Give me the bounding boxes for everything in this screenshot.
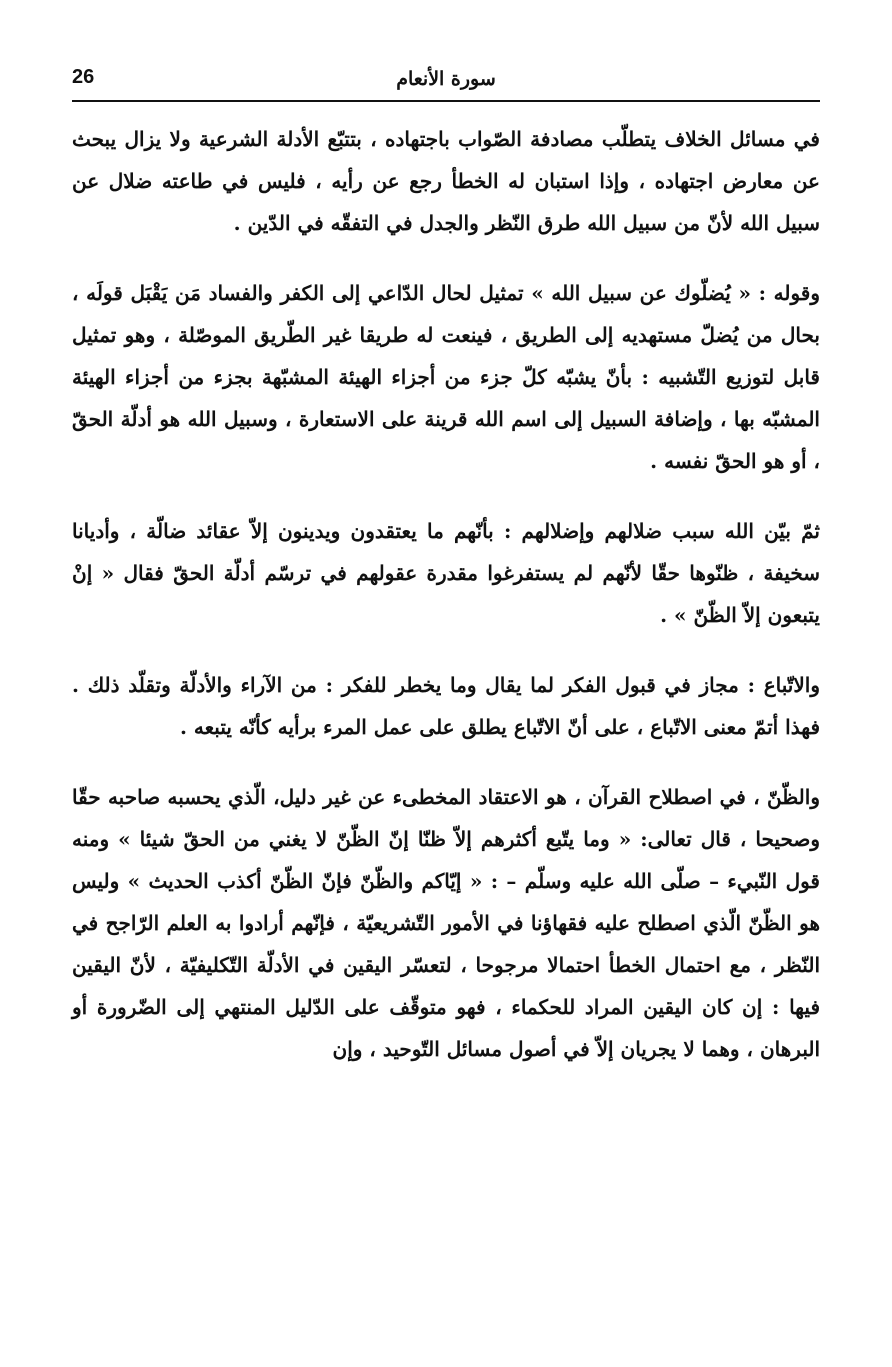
paragraph-4: والاتّباع : مجاز في قبول الفكر لما يقال وما يخطر للفكر : من الآراء والأدلّة وتقلّد ذلك . فهذا أتمّ معنى الاتّباع ، على أنّ الاتّباع يطلق على عمل المرء برأيه كأنّه يتبعه . <box>72 673 820 739</box>
paragraph-2: وقوله : « يُضلّوك عن سبيل الله » تمثيل لحال الدّاعي إلى الكفر والفساد مَن يَقْبَل قولَه ، بحال من يُضلّ مستهديه إلى الطريق ، فينعت له طريقا غير الطّريق الموصّلة ، وهو تمثيل قابل لتوزيع التّشبيه : بأنّ يشبّه كلّ جزء من أجزاء الهيئة المشبّهة بجزء من أجزاء الهيئة المشبّه بها ، وإضافة السبيل إلى اسم الله قرينة على الاستعارة ، وسبيل الله هو أدلّة الحقّ ، أو هو الحقّ نفسه . <box>72 281 820 473</box>
paragraph-3: ثمّ بيّن الله سبب ضلالهم وإضلالهم : بأنّهم ما يعتقدون ويدينون إلاّ عقائد ضالّة ، وأديانا سخيفة ، ظنّوها حقّا لأنّهم لم يستفرغوا مقدرة عقولهم في ترسّم أدلّة الحقّ فقال « إنْ يتبعون إلاّ الظّنّ » . <box>72 519 820 627</box>
body-text <box>72 118 820 1098</box>
paragraph-1: في مسائل الخلاف يتطلّب مصادفة الصّواب باجتهاده ، بتتبّع الأدلة الشرعية ولا يزال يبحث عن معارض اجتهاده ، وإذا استبان له الخطأ رجع عن رأيه ، فليس في طاعته ضلال عن سبيل الله لأنّ من سبيل الله طرق النّظر والجدل في التفقّه في الدّين . <box>72 127 820 235</box>
paragraph-5: والظّنّ ، في اصطلاح القرآن ، هو الاعتقاد المخطىء عن غير دليل، الّذي يحسبه صاحبه حقّا وصحيحا ، قال تعالى: « وما يتّبع أكثرهم إلاّ ظنّا إنّ الظّنّ لا يغني من الحقّ شيئا » ومنه قول النّبيء – صلّى الله عليه وسلّم – : « إيّاكم والظّنّ فإنّ الظّنّ أكذب الحديث » وليس هو الظّنّ الّذي اصطلح عليه فقهاؤنا في الأمور التّشريعيّة ، فإنّهم أرادوا به العلم الرّاجح في النّظر ، مع احتمال الخطأ احتمالا مرجوحا ، لتعسّر اليقين في الأدلّة التّكليفيّة ، لأنّ اليقين فيها : إن كان اليقين المراد للحكماء ، فهو متوقّف على الدّليل المنتهي إلى الضّرورة أو البرهان ، وهما لا يجريان إلاّ في أصول مسائل التّوحيد ، وإن <box>72 785 820 1061</box>
running-title: سورة الأنعام <box>396 68 496 90</box>
header-divider <box>72 100 820 102</box>
page-number: 26 <box>72 66 95 88</box>
page-header <box>72 66 820 102</box>
